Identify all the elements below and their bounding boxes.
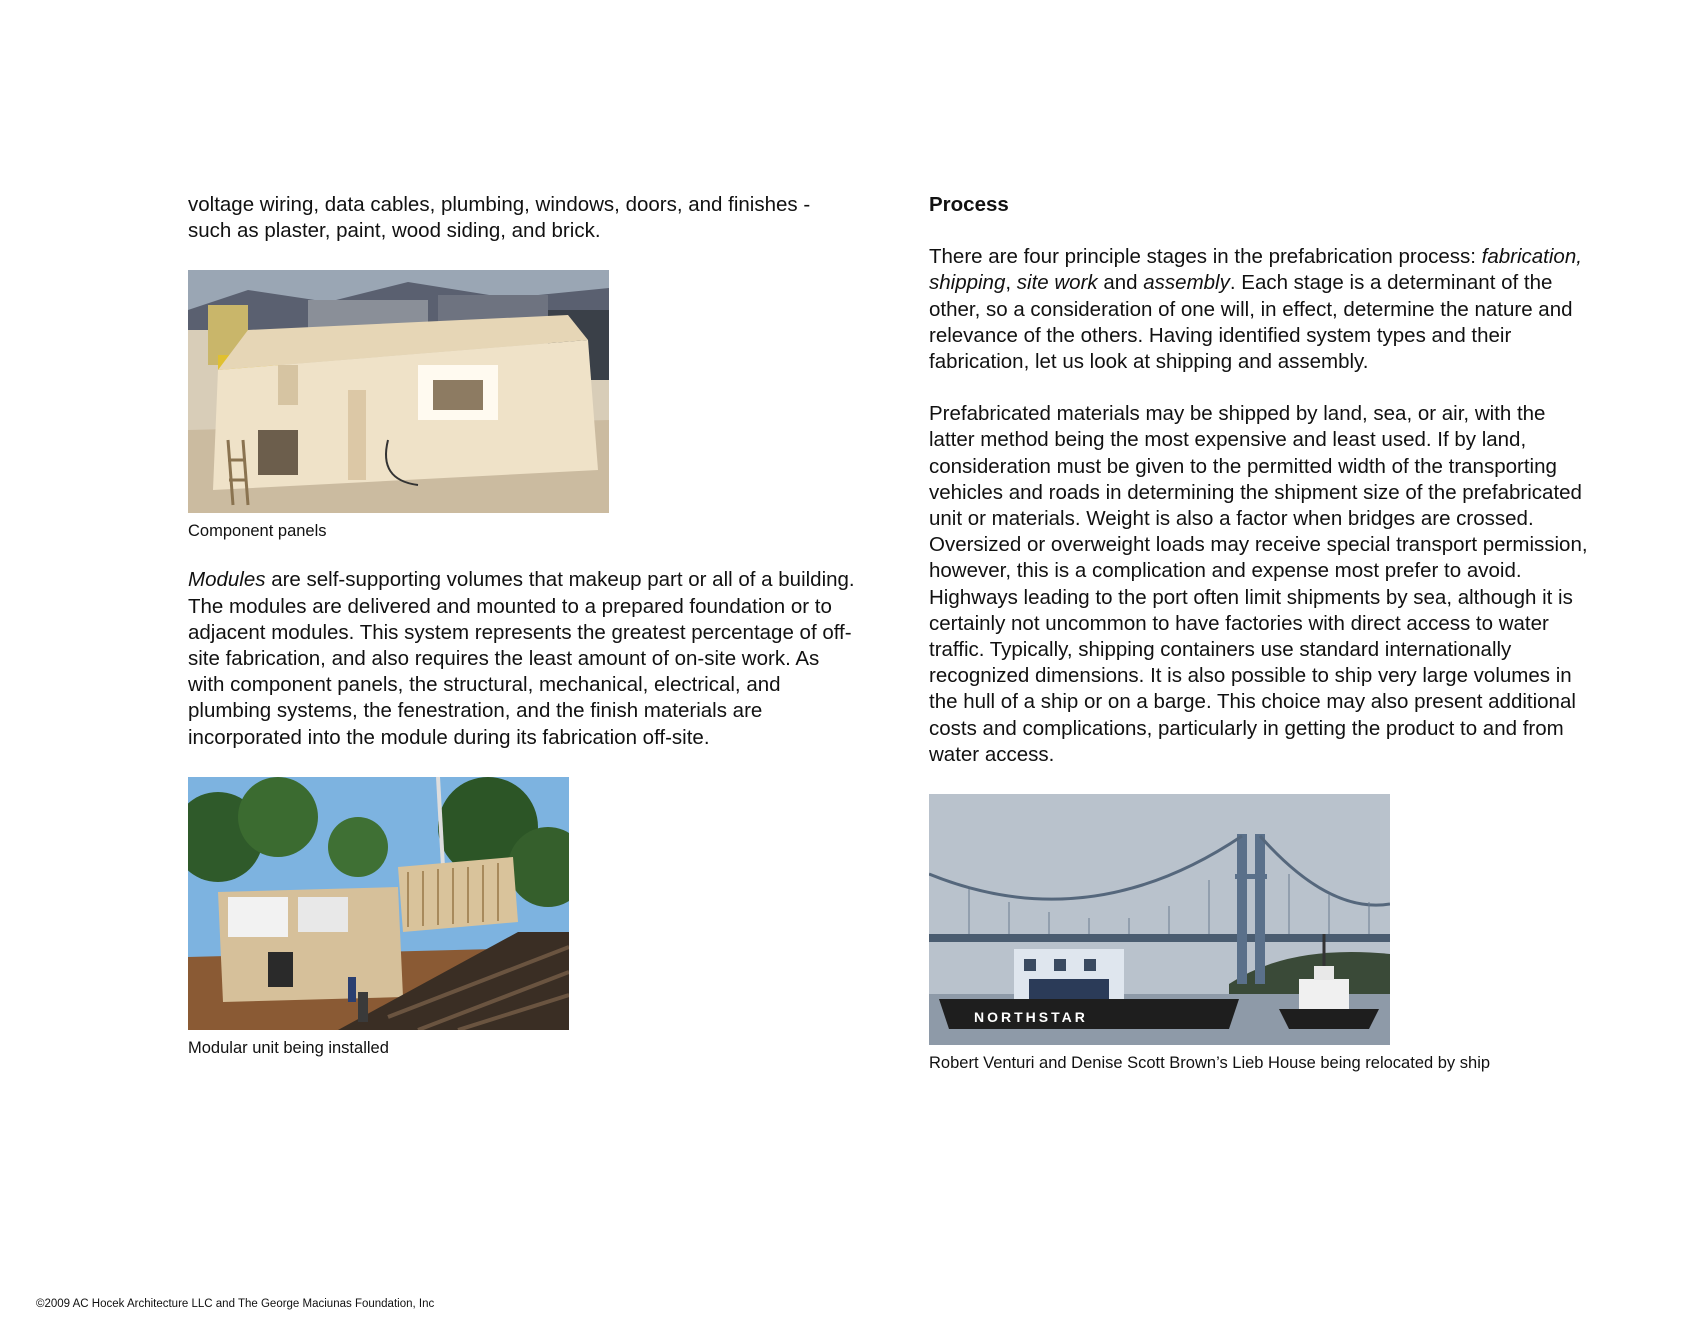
process-and: and	[1097, 271, 1144, 295]
figure-lieb-house-ship	[929, 794, 1589, 1045]
lieb-house-ship-photo	[929, 794, 1390, 1045]
paragraph-shipping: Prefabricated materials may be shipped by land, sea, or air, with the latter method being the most expensive and least used. If by land, consideration must be given to the permitted width of the transporting vehicles and roads in determining the shipment size of the prefabricated unit or materials. Weight is also a factor when bridges are crossed. Oversized or overweight loads may receive special transport permission, however, this is a complication and expense most prefer to avoid. Highways leading to the port often limit shipments by sea, although it is certainly not uncommon to have factories with direct access to water traffic. Typically, shipping containers use standard internationally recognized dimensions. It is also possible to ship very large volumes in the hull of a ship or on a barge. This choice may also present additional costs and complications, particularly in getting the product to and from water access.	[929, 402, 1588, 766]
term-fabrication-shipping: fabrication, shipping	[929, 245, 1582, 295]
figure-caption-component-panels: Component panels	[188, 522, 327, 541]
left-column	[188, 192, 858, 1058]
process-comma: ,	[1005, 271, 1017, 295]
figure-component-panels	[188, 270, 858, 513]
figure-modular-unit	[188, 777, 858, 1030]
term-site-work: site work	[1016, 271, 1098, 295]
term-assembly: assembly	[1143, 271, 1230, 295]
section-heading-process: Process	[929, 193, 1009, 216]
modular-unit-photo	[188, 777, 569, 1030]
component-panels-photo	[188, 270, 609, 513]
barge-name-label: NORTHSTAR	[974, 1009, 1088, 1026]
process-intro: There are four principle stages in the prefabrication process:	[929, 245, 1482, 269]
paragraph-process-stages	[929, 244, 1589, 375]
footer-copyright: ©2009 AC Hocek Architecture LLC and The George Maciunas Foundation, Inc	[36, 1298, 435, 1310]
figure-caption-modular-unit: Modular unit being installed	[188, 1038, 389, 1057]
process-rest: . Each stage is a determinant of the other, so a consideration of one will, in effect, determine the nature and relevance of the others. Having identified system types and their fabrication, let us look at shipping and assembly.	[929, 271, 1573, 374]
right-column	[929, 192, 1589, 1073]
paragraph-modules-text: are self-supporting volumes that makeup part or all of a building. The modules are delivered and mounted to a prepared foundation or to adjacent modules. This system represents the greatest percentage of off-site fabrication, and also requires the least amount of on-site work. As with component panels, the structural, mechanical, electrical, and plumbing systems, the fenestration, and the finish materials are incorporated into the module during its fabrication off-site.	[188, 568, 855, 749]
paragraph-modules	[188, 567, 858, 750]
figure-caption-lieb-house: Robert Venturi and Denise Scott Brown’s Lieb House being relocated by ship	[929, 1054, 1491, 1073]
paragraph-wiring: voltage wiring, data cables, plumbing, windows, doors, and finishes - such as plaster, paint, wood siding, and brick.	[188, 193, 811, 243]
term-modules: Modules	[188, 568, 266, 592]
